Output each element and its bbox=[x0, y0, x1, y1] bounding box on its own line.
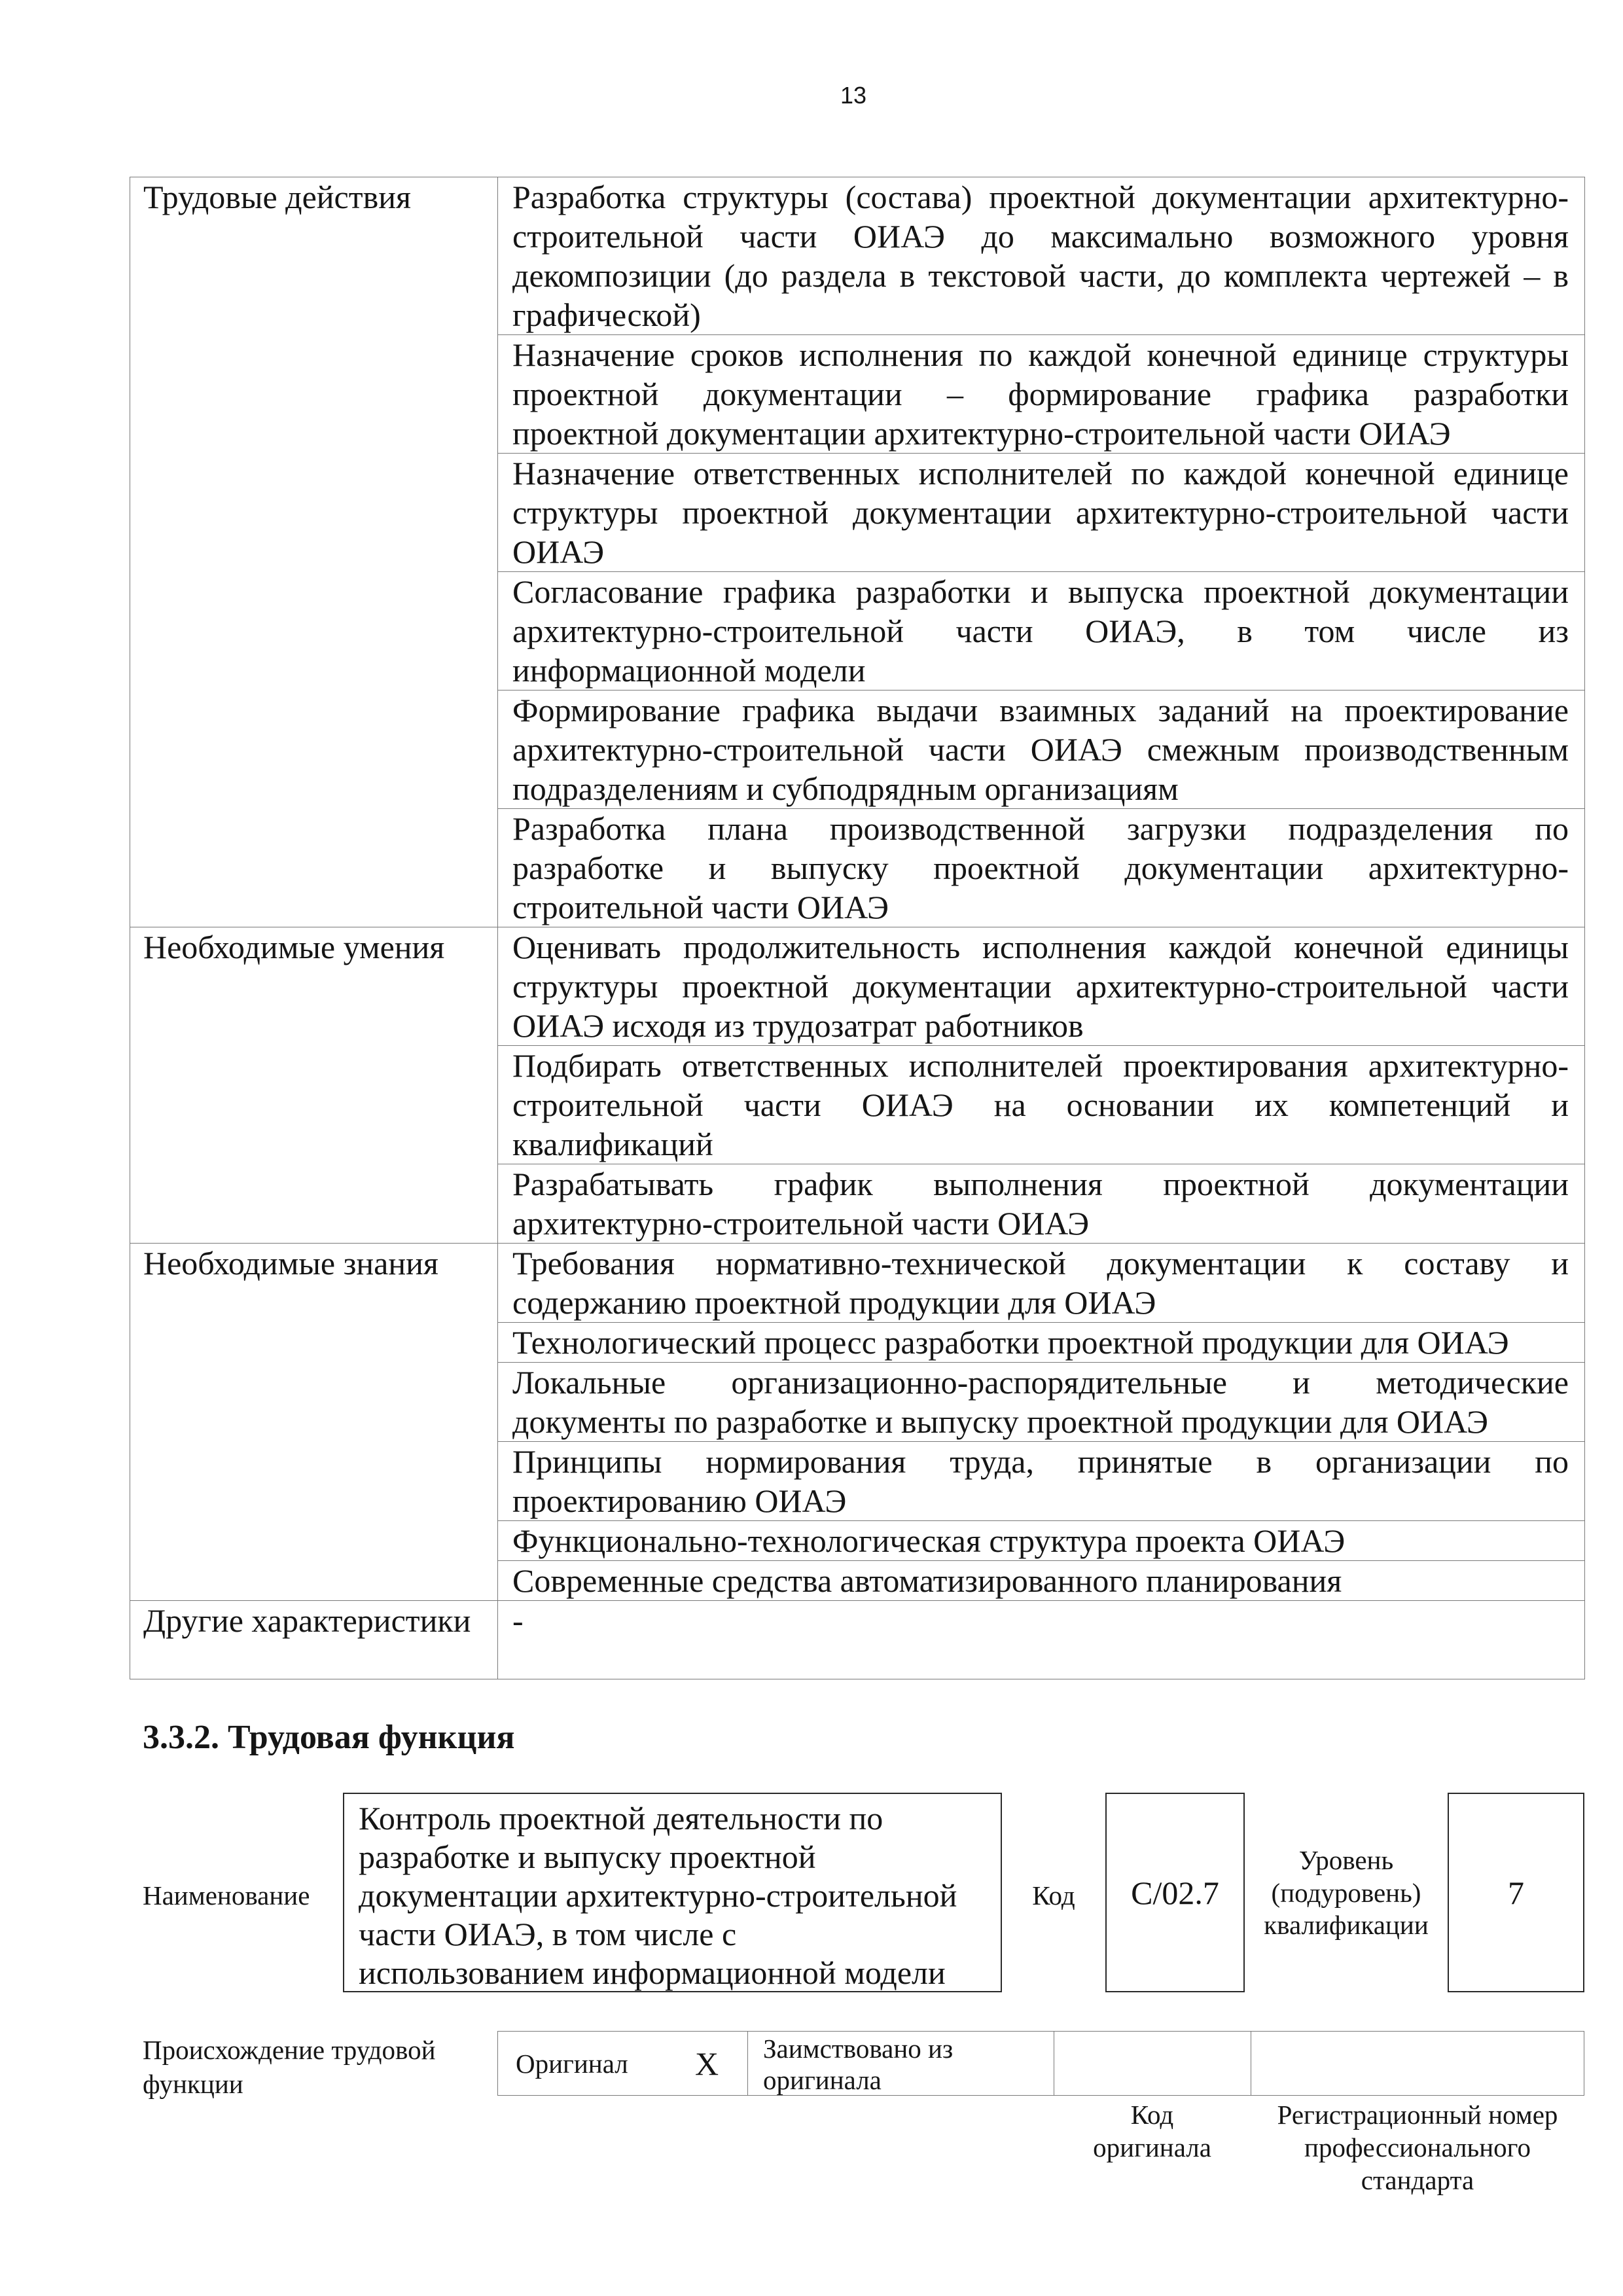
text-line: содержанию проектной продукции для ОИАЭ bbox=[512, 1284, 1156, 1321]
text-line: Оценивать продолжительность исполнения каждой конечной единицы bbox=[512, 929, 1569, 965]
text-line: информационной модели bbox=[512, 652, 866, 689]
row-value bbox=[498, 1521, 1585, 1561]
text-line: проектированию ОИАЭ bbox=[512, 1482, 847, 1519]
function-name-box bbox=[343, 1793, 1002, 1992]
row-value bbox=[498, 1561, 1585, 1601]
text-line: - bbox=[512, 1602, 524, 1639]
text-line: строительной части ОИАЭ bbox=[512, 889, 889, 925]
caption-line: оригинала bbox=[1093, 2132, 1211, 2162]
table-row bbox=[130, 1244, 1585, 1323]
row-value bbox=[498, 1244, 1585, 1323]
text-line: квалификаций bbox=[512, 1126, 713, 1162]
qualification-level-label bbox=[1248, 1844, 1444, 1942]
origin-original-cell bbox=[498, 2032, 748, 2095]
caption-line: Код bbox=[1130, 2100, 1174, 2130]
section-heading: 3.3.2. Трудовая функция bbox=[143, 1719, 515, 1756]
row-label: Трудовые действия bbox=[130, 177, 498, 927]
original-code-caption bbox=[1054, 2098, 1251, 2164]
text-line: Современные средства автоматизированного планирования bbox=[512, 1562, 1342, 1599]
table-row bbox=[130, 927, 1585, 1046]
qualification-level-value: 7 bbox=[1508, 1874, 1524, 1911]
text-line: Формирование графика выдачи взаимных заданий на проектирование bbox=[512, 692, 1569, 728]
text-line: Технологический процесс разработки проектной продукции для ОИАЭ bbox=[512, 1324, 1509, 1361]
text-line: графической) bbox=[512, 296, 701, 333]
function-name-line: Контроль проектной деятельности по bbox=[359, 1800, 883, 1837]
page-number: 13 bbox=[840, 82, 867, 109]
borrowed-label bbox=[763, 2033, 953, 2096]
row-value bbox=[498, 1046, 1585, 1164]
origin-label-line: функции bbox=[143, 2069, 243, 2099]
row-value bbox=[498, 1164, 1585, 1244]
function-name-line: использованием информационной модели bbox=[359, 1954, 946, 1991]
row-value bbox=[498, 927, 1585, 1046]
text-line: Назначение ответственных исполнителей по каждой конечной единице bbox=[512, 455, 1569, 492]
row-label: Необходимые умения bbox=[130, 927, 498, 1244]
text-line: ОИАЭ bbox=[512, 533, 605, 570]
text-line: подразделениям и субподрядным организациям bbox=[512, 770, 1179, 807]
text-line: Принципы нормирования труда, принятые в организации по bbox=[512, 1443, 1569, 1480]
name-label: Наименование bbox=[143, 1880, 310, 1910]
text-line: Назначение сроков исполнения по каждой конечной единице структуры bbox=[512, 336, 1569, 373]
registration-number-cell bbox=[1251, 2032, 1584, 2095]
text-line: Функционально-технологическая структура проекта ОИАЭ bbox=[512, 1522, 1346, 1559]
row-label: Другие характеристики bbox=[130, 1601, 498, 1679]
text-line: строительной части ОИАЭ до максимально возможного уровня bbox=[512, 218, 1569, 255]
text-line: архитектурно-строительной части ОИАЭ смежным производственным bbox=[512, 731, 1569, 768]
text-line: Разработка плана производственной загрузки подразделения по bbox=[512, 810, 1569, 847]
text-line: Локальные организационно-распорядительные и методические bbox=[512, 1364, 1569, 1401]
borrowed-label-line: оригинала bbox=[763, 2065, 882, 2095]
function-name-line: документации архитектурно-строительной bbox=[359, 1877, 957, 1914]
text-line: структуры проектной документации архитектурно-строительной части bbox=[512, 494, 1569, 531]
text-line: документы по разработке и выпуску проектной продукции для ОИАЭ bbox=[512, 1403, 1489, 1440]
text-line: Разрабатывать график выполнения проектной документации bbox=[512, 1166, 1569, 1202]
origin-borrowed-cell bbox=[748, 2032, 1054, 2095]
requirements-table-body bbox=[130, 177, 1585, 1679]
level-label-line: квалификации bbox=[1264, 1910, 1429, 1940]
code-label: Код bbox=[1032, 1880, 1075, 1910]
text-line: проектной документации – формирование графика разработки bbox=[512, 376, 1569, 412]
text-line: проектной документации архитектурно-строительной части ОИАЭ bbox=[512, 415, 1451, 452]
text-line: строительной части ОИАЭ на основании их компетенций и bbox=[512, 1086, 1569, 1123]
text-line: архитектурно-строительной части ОИАЭ bbox=[512, 1205, 1090, 1242]
original-mark: X bbox=[694, 2045, 719, 2082]
text-line: Разработка структуры (состава) проектной документации архитектурно- bbox=[512, 179, 1569, 215]
row-value bbox=[498, 177, 1585, 335]
row-value bbox=[498, 1363, 1585, 1442]
origin-label-line: Происхождение трудовой bbox=[143, 2035, 436, 2065]
row-value bbox=[498, 335, 1585, 454]
table-row bbox=[130, 177, 1585, 335]
qualification-level-box bbox=[1448, 1793, 1584, 1992]
table-row bbox=[130, 1601, 1585, 1679]
original-code-cell bbox=[1054, 2032, 1251, 2095]
text-line: декомпозиции (до раздела в текстовой части, до комплекта чертежей – в bbox=[512, 257, 1569, 294]
caption-line: стандарта bbox=[1361, 2165, 1474, 2195]
text-line: разработке и выпуску проектной документации архитектурно- bbox=[512, 850, 1569, 886]
original-label: Оригинал bbox=[516, 2049, 628, 2079]
row-value bbox=[498, 1442, 1585, 1521]
requirements-table bbox=[130, 177, 1585, 1679]
text-line: ОИАЭ исходя из трудозатрат работников bbox=[512, 1007, 1084, 1044]
function-code-box bbox=[1105, 1793, 1245, 1992]
row-value bbox=[498, 691, 1585, 809]
origin-table bbox=[497, 2031, 1584, 2096]
row-value bbox=[498, 454, 1585, 572]
function-name-line: части ОИАЭ, в том числе с bbox=[359, 1916, 737, 1952]
registration-number-caption bbox=[1251, 2098, 1584, 2197]
level-label-line: (подуровень) bbox=[1271, 1877, 1421, 1908]
row-value bbox=[498, 809, 1585, 927]
row-label: Необходимые знания bbox=[130, 1244, 498, 1601]
text-line: архитектурно-строительной части ОИАЭ, в том числе из bbox=[512, 613, 1569, 649]
caption-line: профессионального bbox=[1304, 2132, 1531, 2162]
level-label-line: Уровень bbox=[1298, 1845, 1394, 1875]
text-line: структуры проектной документации архитектурно-строительной части bbox=[512, 968, 1569, 1005]
text-line: Согласование графика разработки и выпуска проектной документации bbox=[512, 573, 1569, 610]
text-line: Подбирать ответственных исполнителей проектирования архитектурно- bbox=[512, 1047, 1569, 1084]
function-name-line: разработке и выпуску проектной bbox=[359, 1839, 816, 1875]
function-code-value: C/02.7 bbox=[1131, 1874, 1219, 1911]
origin-label bbox=[143, 2033, 436, 2101]
row-value bbox=[498, 572, 1585, 691]
caption-line: Регистрационный номер bbox=[1277, 2100, 1558, 2130]
row-value bbox=[498, 1601, 1585, 1679]
row-value bbox=[498, 1323, 1585, 1363]
text-line: Требования нормативно-технической документации к составу и bbox=[512, 1245, 1569, 1282]
borrowed-label-line: Заимствовано из bbox=[763, 2034, 954, 2064]
